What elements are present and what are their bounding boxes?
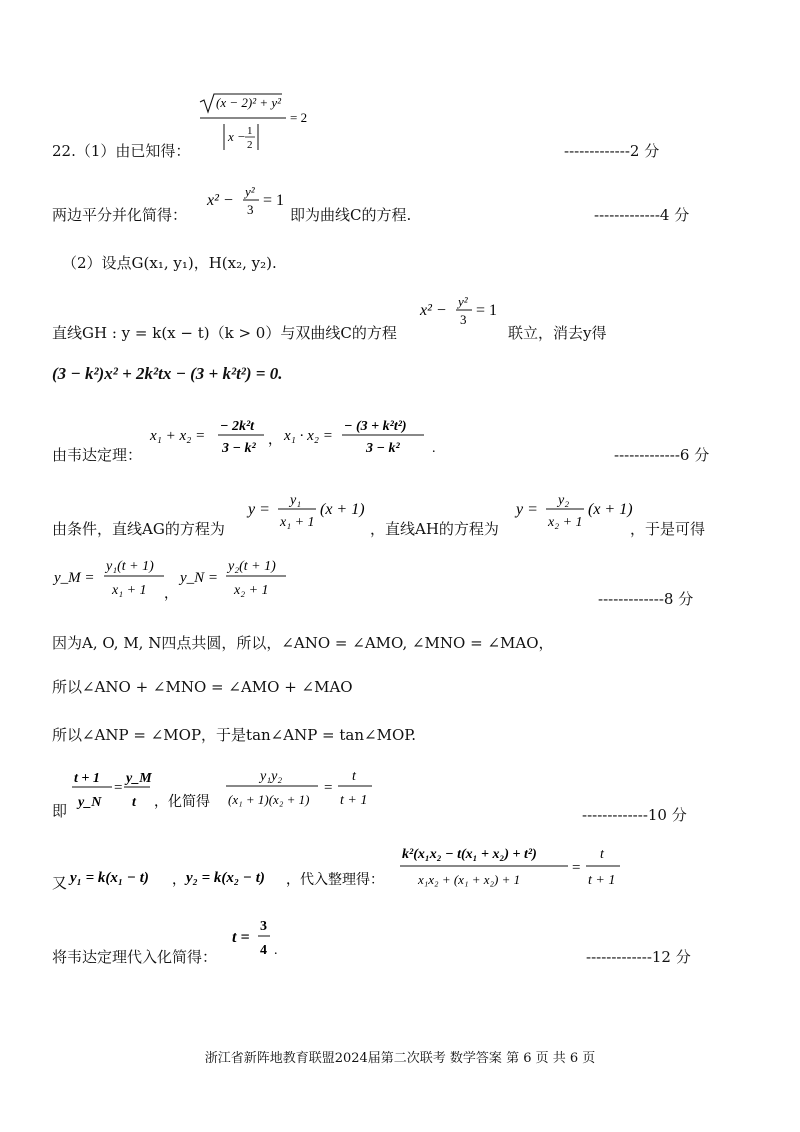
svg-text:x₁ · x₂ =: x₁ · x₂ = [284, 428, 333, 444]
svg-text:t + 1: t + 1 [340, 793, 368, 808]
svg-text:y²: y² [458, 294, 468, 309]
tan-equation: 所以∠ANP = ∠MOP，于是tan∠ANP = tan∠MOP. [52, 726, 417, 744]
svg-text:x₁ + 1: x₁ + 1 [112, 583, 147, 598]
svg-text:(x₁ + 1)(x₂ + 1): (x₁ + 1)(x₂ + 1) [228, 792, 310, 807]
part1-label: 22.（1）由已知得： [52, 142, 191, 160]
svg-text:(x − 2)² + y²: (x − 2)² + y² [216, 95, 282, 110]
svg-text:y₁y₂: y₁y₂ [260, 769, 283, 784]
quadratic-equation: (3 − k²)x² + 2k²tx − (3 + k²t²) = 0. [52, 364, 283, 383]
svg-text:.: . [274, 943, 278, 958]
ag-equation [246, 486, 376, 540]
ratio-equation [70, 762, 390, 826]
final-label: 将韦达定理代入化简得： [52, 948, 218, 966]
svg-text:y²: y² [245, 184, 255, 199]
svg-text:.: . [432, 441, 436, 456]
svg-text:t + 1: t + 1 [74, 771, 100, 786]
svg-text:=: = [114, 780, 123, 796]
svg-text:t + 1: t + 1 [588, 873, 616, 888]
svg-text:x −: x − [228, 129, 246, 144]
score-2: -------------2 分 [564, 142, 660, 160]
subst-y-equations [68, 860, 398, 900]
ratio-label: 即 [52, 802, 68, 820]
score-4: -------------4 分 [594, 206, 690, 224]
ah-line-formula [514, 486, 644, 536]
vieta-equations [148, 410, 448, 470]
score-10: -------------10 分 [582, 806, 687, 824]
eq1 [198, 92, 308, 158]
score-12: -------------12 分 [586, 948, 691, 966]
svg-text:，: ， [268, 433, 282, 448]
concyclic-statement: 因为A, O, M, N四点共圆，所以，∠ANO = ∠AMO, ∠MNO = ∠MAO， [52, 634, 554, 652]
svg-text:x₁ + 1: x₁ + 1 [280, 515, 315, 530]
vieta-formulas [148, 410, 448, 466]
svg-text:k²(x₁x₂ − t(x₁ + x₂) + t²): k²(x₁x₂ − t(x₁ + x₂) + t²) [402, 847, 537, 862]
ratio-formulas [70, 762, 390, 822]
svg-text:y₂(t + 1): y₂(t + 1) [228, 559, 276, 574]
svg-text:1: 1 [247, 125, 253, 137]
svg-text:2: 2 [247, 139, 253, 151]
svg-text:= 2: = 2 [290, 110, 308, 125]
subst-fraction [398, 840, 628, 902]
hyperbola-equation [205, 180, 295, 220]
svg-text:y₁(t + 1): y₁(t + 1) [106, 559, 154, 574]
svg-text:− (3 + k²t²): − (3 + k²t²) [344, 419, 407, 434]
ym-yn [52, 552, 302, 612]
score-6: -------------6 分 [614, 446, 710, 464]
svg-text:− 2k²t: − 2k²t [220, 419, 255, 434]
ag-line-formula [246, 486, 376, 536]
svg-text:x² −: x² − [207, 192, 234, 209]
simplify-label: 两边平分并化简得： [52, 206, 188, 224]
part2-intro: （2）设点G(x₁, y₁)，H(x₂, y₂). [62, 254, 277, 272]
line-gh-suffix: 联立，消去y得 [508, 324, 607, 342]
svg-text:y_M =: y_M = [54, 570, 95, 586]
svg-text:x₂ + 1: x₂ + 1 [548, 515, 583, 530]
svg-text:t: t [132, 795, 136, 810]
svg-text:y =: y = [516, 501, 538, 518]
svg-text:(x + 1): (x + 1) [588, 501, 633, 518]
sum-angles: 所以∠ANO + ∠MNO = ∠AMO + ∠MAO [52, 678, 353, 696]
cond-label: 由条件，直线AG的方程为 [52, 520, 225, 538]
svg-text:3: 3 [460, 312, 467, 327]
substituted-formula [398, 840, 628, 898]
svg-text:=: = [572, 860, 581, 876]
svg-text:y₂: y₂ [558, 493, 570, 508]
svg-text:t =: t = [232, 929, 250, 946]
final-equation [230, 914, 290, 970]
eq2-suffix: 即为曲线C的方程. [290, 206, 412, 224]
svg-text:，代入整理得：: ，代入整理得： [286, 872, 384, 888]
svg-text:y_M: y_M [126, 771, 152, 786]
svg-text:3: 3 [260, 919, 267, 934]
y-substitutions [68, 860, 398, 896]
line-gh-hyperbola [418, 290, 508, 334]
svg-text:4: 4 [260, 943, 267, 958]
svg-text:，: ， [172, 872, 186, 888]
svg-text:y_N: y_N [78, 795, 102, 810]
svg-text:x² −: x² − [420, 302, 447, 319]
ah-label: ，直线AH的方程为 [370, 520, 499, 538]
svg-text:，化简得: ，化简得 [154, 794, 210, 810]
svg-text:y₂ = k(x₂ − t): y₂ = k(x₂ − t) [186, 870, 265, 886]
svg-text:t: t [352, 769, 356, 784]
page-footer: 浙江省新阵地教育联盟2024届第二次联考 数学答案 第 6 页 共 6 页 [204, 1051, 596, 1066]
svg-text:y_N =: y_N = [180, 570, 219, 586]
ym-yn-formulas [52, 552, 302, 608]
svg-text:x₂ + 1: x₂ + 1 [234, 583, 269, 598]
subst-prefix: 又 [52, 874, 68, 892]
ah-equation [514, 486, 644, 540]
cond-suffix: ，于是可得 [630, 520, 706, 538]
svg-text:3 − k²: 3 − k² [366, 441, 400, 456]
eq2 [205, 180, 295, 224]
svg-text:3 − k²: 3 − k² [222, 441, 256, 456]
svg-text:x₁x₂ + (x₁ + x₂) + 1: x₁x₂ + (x₁ + x₂) + 1 [418, 872, 521, 887]
svg-text:= 1: = 1 [476, 302, 498, 319]
hyperbola-equation-2 [418, 290, 508, 330]
svg-text:，: ， [164, 587, 178, 602]
svg-text:y₁ = k(x₁ − t): y₁ = k(x₁ − t) [70, 870, 149, 886]
svg-text:=: = [324, 780, 333, 796]
final-value [230, 914, 290, 966]
line-gh-prefix: 直线GH : y = k(x − t)（k > 0）与双曲线C的方程 [52, 324, 397, 342]
vieta-label: 由韦达定理： [52, 446, 143, 464]
eq1-fraction [198, 92, 318, 154]
svg-text:y =: y = [248, 501, 270, 518]
svg-text:3: 3 [247, 202, 254, 217]
svg-text:t: t [600, 847, 604, 862]
svg-text:y₁: y₁ [290, 493, 302, 508]
score-8: -------------8 分 [598, 590, 694, 608]
svg-text:x₁ + x₂ =: x₁ + x₂ = [150, 428, 206, 444]
svg-text:= 1: = 1 [263, 192, 285, 209]
svg-text:(x + 1): (x + 1) [320, 501, 365, 518]
